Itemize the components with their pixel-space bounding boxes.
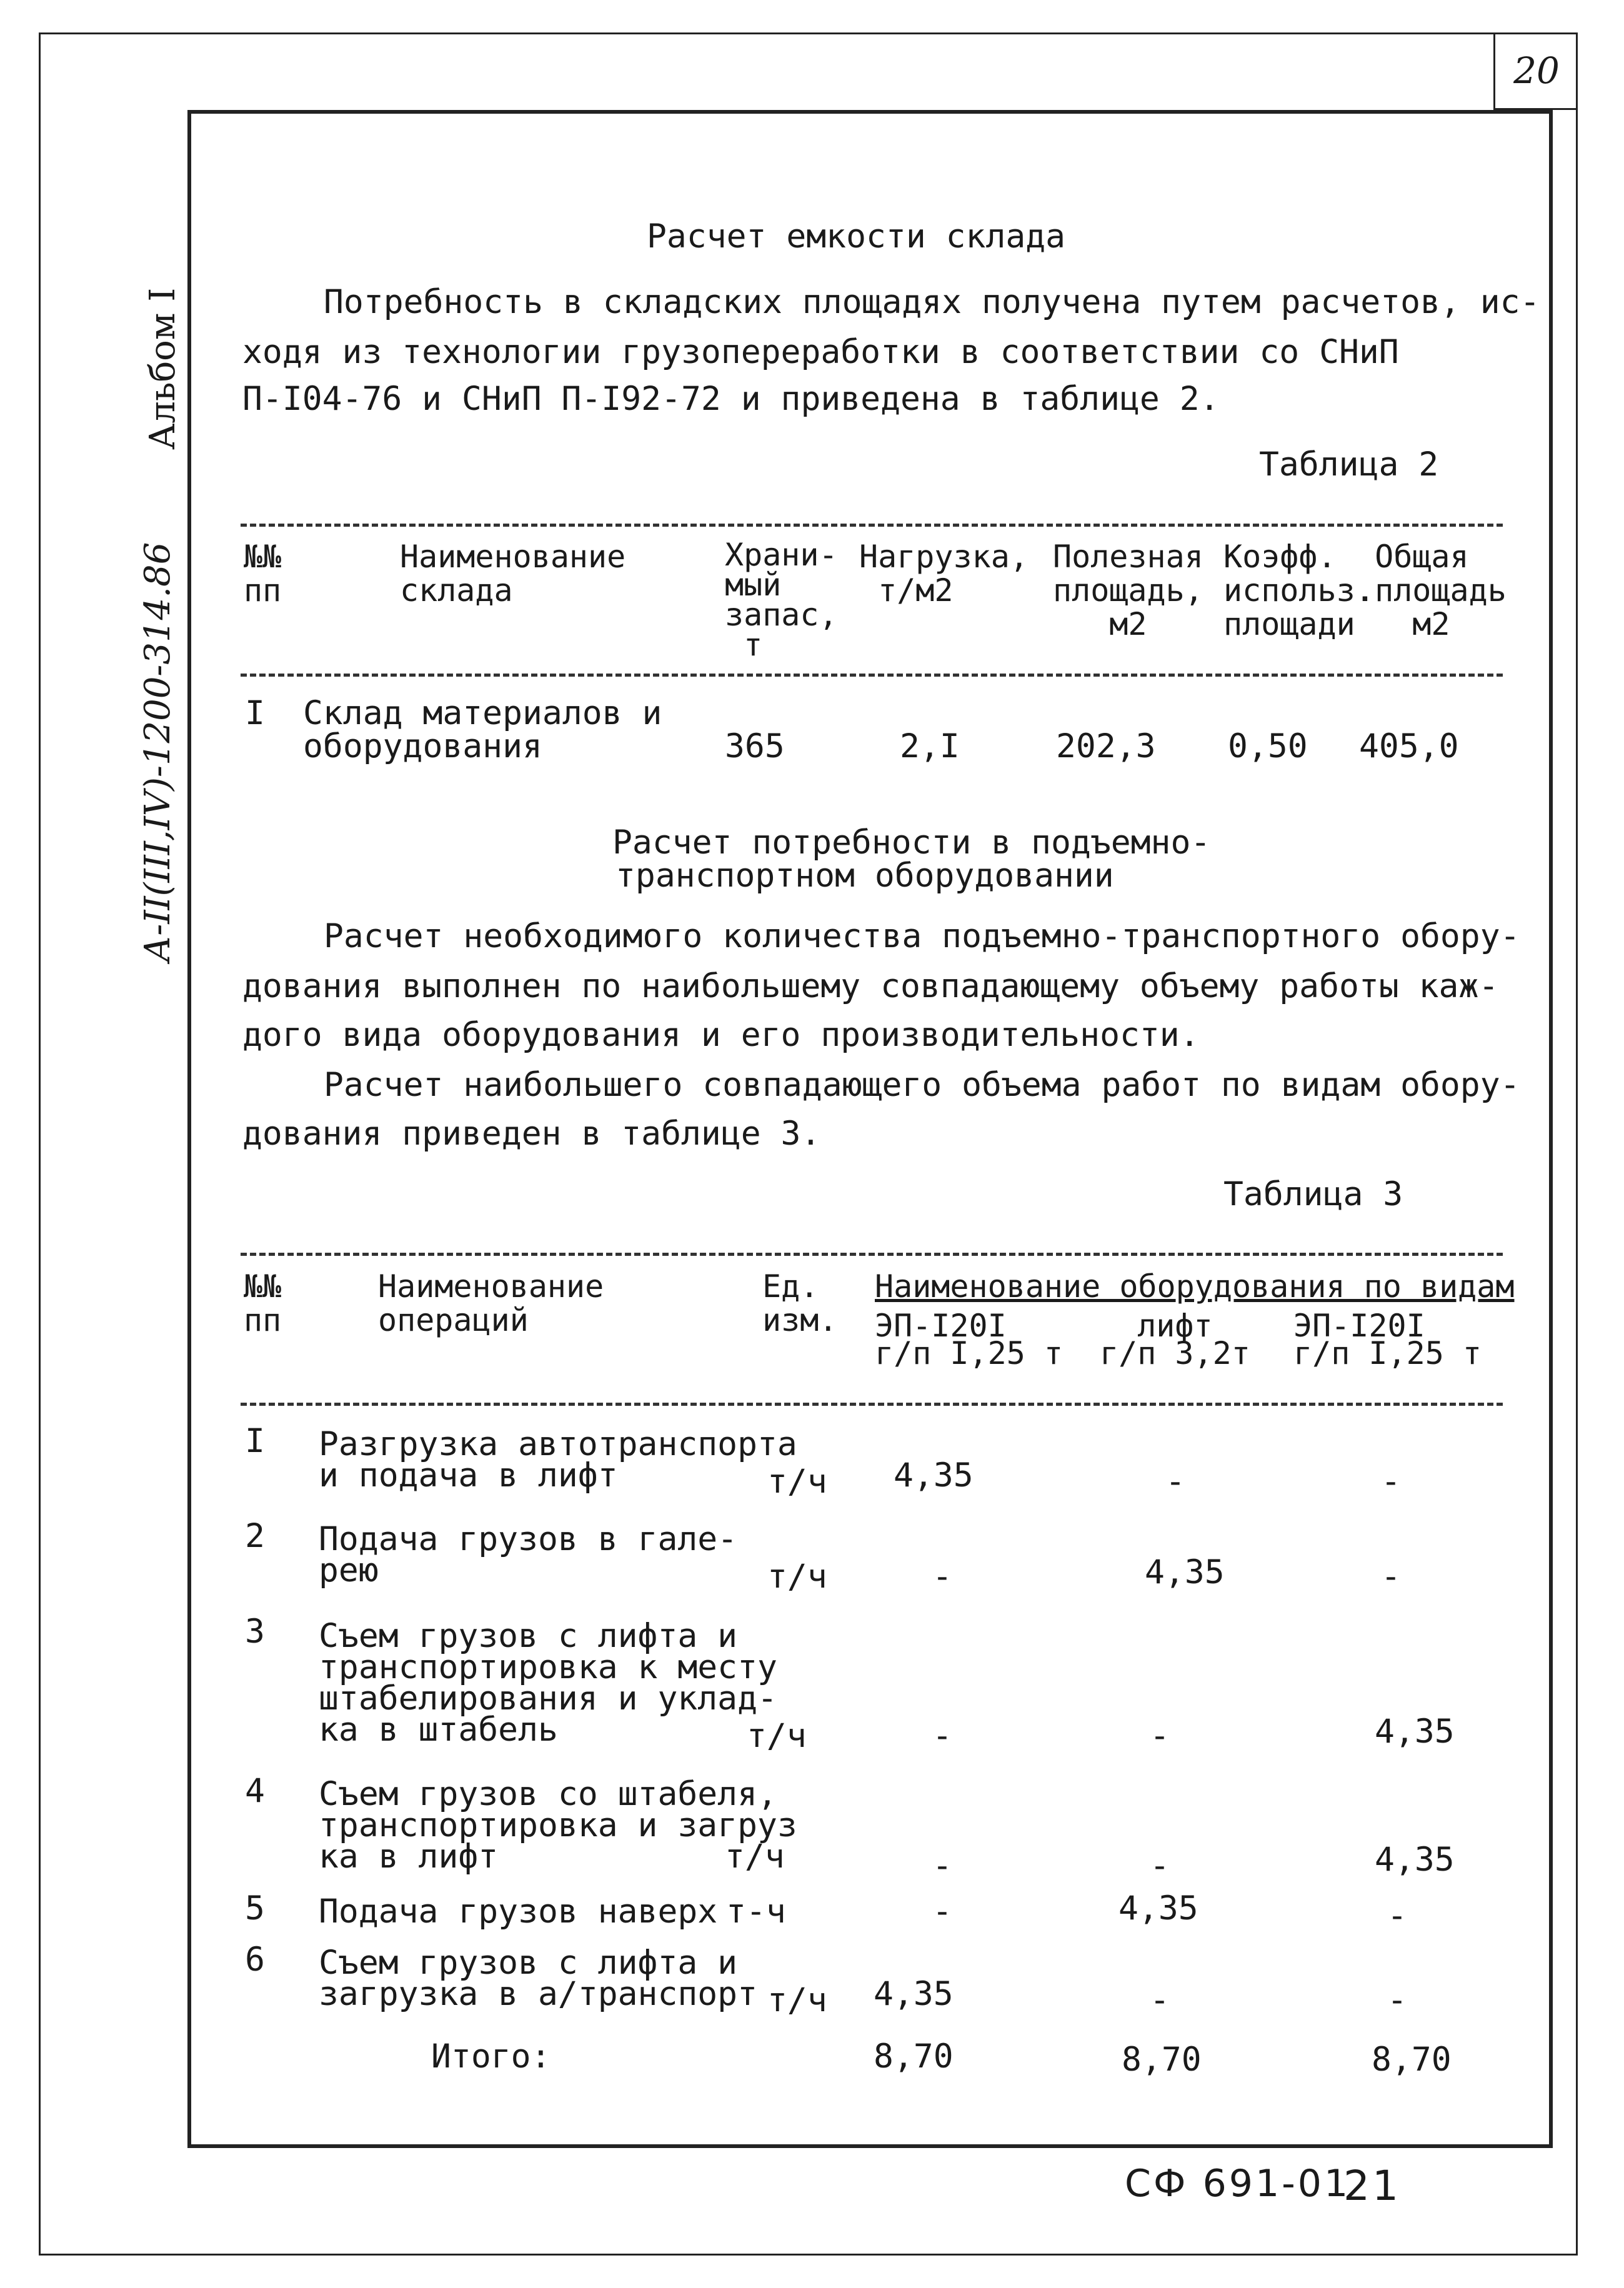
table2-header-rule [241, 674, 1503, 677]
page-number: 20 [1493, 32, 1578, 110]
table3-header-unit: Ед. изм. [762, 1268, 838, 1338]
table3-row4-num: 4 [245, 1772, 265, 1810]
table2-row-coef: 0,50 [1228, 727, 1308, 765]
footer-page: 21 [1343, 2162, 1401, 2210]
table3-row6-num: 6 [245, 1941, 265, 1979]
table3-row3-unit: т/ч [747, 1717, 807, 1755]
album-label: Альбом I [142, 287, 183, 450]
table3-row5-unit: т-ч [726, 1893, 786, 1931]
table3-row4-v1: - [932, 1847, 952, 1885]
footer-code: СФ 691-01 [1125, 2162, 1351, 2206]
table2-top-rule [241, 524, 1503, 527]
section2-title-2: транспортном оборудовании [615, 857, 1114, 895]
section2-title-1: Расчет потребности в подъемно- [612, 823, 1211, 862]
table3-row1-v2: - [1165, 1463, 1185, 1501]
document-code: А-II(III,IV)-1200-314.86 [137, 542, 178, 962]
table3-row5-num: 5 [245, 1889, 265, 1927]
table2-row-total: 405,0 [1359, 727, 1459, 765]
table2-header-load: Нагрузка, т/м2 [859, 539, 1029, 609]
intro-line-3: П-I04-76 и СНиП П-I92-72 и приведена в таблице 2. [242, 380, 1220, 418]
table3-total-label: Итого: [431, 2037, 551, 2076]
table3-header-num: №№ пп [244, 1268, 282, 1338]
table3-row2-line1: Подача грузов в гале- [319, 1520, 738, 1558]
table3-row2-v1: - [932, 1558, 952, 1596]
table3-row3-line4: ка в штабель [319, 1711, 558, 1749]
table3-header-group: Наименование оборудования по видам [875, 1268, 1515, 1305]
table3-row3-v2: - [1150, 1717, 1170, 1755]
table3-row4-line1: Съем грузов со штабеля, [319, 1775, 777, 1813]
table3-row3-v1: - [932, 1717, 952, 1755]
table3-top-rule [241, 1253, 1503, 1256]
para2-line-2: дования выполнен по наибольшему совпадающему объему работы каж- [242, 967, 1499, 1005]
table3-row6-v3: - [1387, 1981, 1407, 2019]
table3-row3-line1: Съем грузов с лифта и [319, 1617, 738, 1655]
table3-row6-v2: - [1150, 1981, 1170, 2019]
table3-row6-unit: т/ч [767, 1981, 827, 2019]
table2-header-num: №№ пп [244, 539, 282, 609]
table3-row3-v3: 4,35 [1375, 1713, 1455, 1751]
table2-row-num: I [245, 694, 265, 732]
table3-row4-v2: - [1150, 1847, 1170, 1885]
table2-row-useful: 202,3 [1056, 727, 1156, 765]
table2-caption: Таблица 2 [1259, 445, 1439, 484]
table3-row5-v3: - [1387, 1897, 1407, 1935]
table3-row1-line1: Разгрузка автотранспорта [319, 1425, 797, 1463]
table2-header-name: Наименование склада [400, 539, 626, 609]
para2-line-3: дого вида оборудования и его производительности. [242, 1016, 1200, 1054]
table3-row5-line1: Подача грузов наверх [319, 1893, 718, 1931]
table2-header-stock: Храни- мый запас, т [725, 537, 838, 663]
table2-header-coef: Коэфф. использ. площади [1223, 539, 1374, 642]
para3-line-2: дования приведен в таблице 3. [242, 1115, 821, 1153]
table3-row2-line2: рею [319, 1551, 379, 1589]
para3-line-1: Расчет наибольшего совпадающего объема работ по видам обору- [324, 1066, 1520, 1104]
table3-total-v1: 8,70 [874, 2037, 954, 2076]
table3-header-col2: лифт г/п 3,2т [1100, 1308, 1250, 1371]
table2-header-useful: Полезная площадь, м2 [1053, 539, 1203, 642]
table3-row4-line3: ка в лифт [319, 1838, 499, 1876]
table3-row3-line2: транспортировка к месту [319, 1648, 777, 1686]
table3-row6-line2: загрузка в а/транспорт [319, 1975, 757, 2013]
table3-header-col3: ЭП-I20I г/п I,25 т [1293, 1308, 1482, 1371]
intro-line-1: Потребность в складских площадях получена путем расчетов, ис- [324, 283, 1540, 321]
section-title: Расчет емкости склада [647, 217, 1066, 256]
para2-line-1: Расчет необходимого количества подъемно-транспортного обору- [324, 917, 1520, 955]
table3-header-col1: ЭП-I20I г/п I,25 т [875, 1308, 1064, 1371]
table3-row6-v1: 4,35 [874, 1975, 954, 2013]
table3-row3-num: 3 [245, 1613, 265, 1651]
table3-row1-unit: т/ч [767, 1463, 827, 1501]
table3-row3-line3: штабелирования и уклад- [319, 1679, 777, 1718]
table3-row5-v1: - [932, 1893, 952, 1931]
table3-header-name: Наименование операций [378, 1268, 604, 1338]
table3-row6-line1: Съем грузов с лифта и [319, 1944, 738, 1982]
table2-row-name-1: Склад материалов и [303, 694, 662, 732]
table3-caption: Таблица 3 [1223, 1175, 1403, 1213]
table2-row-stock: 365 [725, 727, 785, 765]
table3-row4-line2: транспортировка и загруз [319, 1806, 797, 1844]
table3-total-v2: 8,70 [1122, 2041, 1202, 2079]
table3-row1-v3: - [1381, 1463, 1401, 1501]
table3-row5-v2: 4,35 [1118, 1889, 1198, 1927]
table3-row2-v2: 4,35 [1145, 1553, 1225, 1591]
table3-total-v3: 8,70 [1372, 2041, 1452, 2079]
intro-line-2: ходя из технологии грузопереработки в соответствии со СНиП [242, 333, 1399, 371]
table3-header-rule [241, 1403, 1503, 1406]
table2-row-load: 2,I [900, 727, 960, 765]
table3-row2-unit: т/ч [767, 1558, 827, 1596]
table3-row2-num: 2 [245, 1517, 265, 1555]
table3-row2-v3: - [1381, 1558, 1401, 1596]
table3-row1-v1: 4,35 [894, 1456, 974, 1495]
table3-row4-v3: 4,35 [1375, 1841, 1455, 1879]
table3-row1-num: I [245, 1422, 265, 1460]
table3-row1-line2: и подача в лифт [319, 1456, 618, 1495]
table2-row-name-2: оборудования [303, 727, 542, 765]
table2-header-total: Общая .площадь м2 [1356, 539, 1507, 642]
table3-row4-unit: т/ч [725, 1838, 785, 1876]
